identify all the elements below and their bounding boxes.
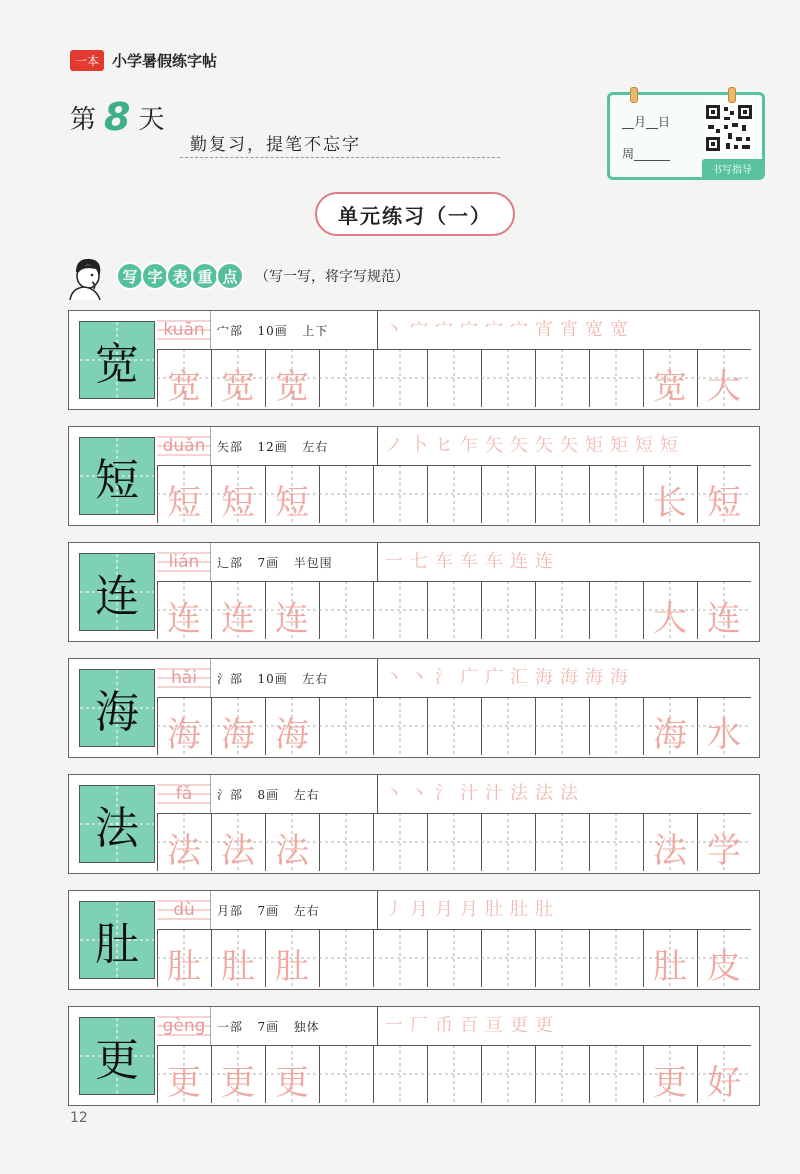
char-info <box>157 543 759 581</box>
pinyin: hǎi <box>171 668 197 688</box>
word-char[interactable]: 水 <box>707 715 741 755</box>
word-char[interactable]: 大 <box>653 599 687 639</box>
pinyin: lián <box>168 552 200 572</box>
stroke-count: 8画 <box>257 788 280 802</box>
date-week[interactable]: 周______ <box>622 147 671 161</box>
pinyin: kuān <box>163 320 205 340</box>
word-char[interactable]: 皮 <box>707 947 741 987</box>
practice-grid[interactable] <box>157 1045 759 1103</box>
word-char[interactable]: 宽 <box>653 367 687 407</box>
char-meta <box>217 786 320 803</box>
page-number: 12 <box>70 1110 88 1126</box>
stroke-order: 丶宀宀宀宀宀宵宵宽宽 <box>385 319 635 340</box>
trace-char[interactable]: 法 <box>167 831 201 871</box>
motto-underline <box>180 157 500 158</box>
practice-rows <box>68 310 760 1122</box>
brand-header <box>70 50 217 71</box>
structure: 左右 <box>293 904 320 918</box>
practice-row <box>68 310 760 410</box>
section-note: （写一写，将字写规范） <box>255 269 409 285</box>
pinyin: fǎ <box>175 784 193 804</box>
trace-char[interactable]: 短 <box>275 483 309 523</box>
radical: 月部 <box>217 904 244 918</box>
day-heading <box>70 95 165 139</box>
structure: 左右 <box>302 672 329 686</box>
char-meta <box>217 322 328 339</box>
day-suffix: 天 <box>138 105 165 135</box>
info-divider <box>377 427 378 465</box>
day-number: 8 <box>104 95 131 139</box>
date-month-day[interactable]: __月__日 <box>622 115 671 129</box>
info-divider <box>377 543 378 581</box>
char-info <box>157 775 759 813</box>
date-card <box>607 92 765 180</box>
model-char: 海 <box>95 687 139 738</box>
model-char: 更 <box>95 1035 139 1086</box>
structure: 左右 <box>293 788 320 802</box>
practice-grid[interactable] <box>157 465 759 523</box>
trace-char[interactable]: 法 <box>221 831 255 871</box>
info-divider <box>377 659 378 697</box>
practice-row <box>68 426 760 526</box>
char-info <box>157 1007 759 1045</box>
section-title-char: 写 <box>116 262 144 290</box>
word-char[interactable]: 长 <box>653 483 687 523</box>
binder-ring-icon <box>630 87 638 103</box>
radical: 宀部 <box>217 324 244 338</box>
model-char-box <box>79 553 155 631</box>
stroke-count: 10画 <box>257 324 288 338</box>
radical: 氵部 <box>217 672 244 686</box>
word-char[interactable]: 大 <box>707 367 741 407</box>
char-info <box>157 891 759 929</box>
pinyin: duǎn <box>162 436 206 456</box>
pinyin: gèng <box>162 1016 206 1036</box>
radical: 一部 <box>217 1020 244 1034</box>
char-info <box>157 659 759 697</box>
pinyin: dù <box>173 900 195 920</box>
trace-char[interactable]: 宽 <box>221 367 255 407</box>
practice-grid[interactable] <box>157 697 759 755</box>
info-divider <box>377 311 378 349</box>
stroke-order: 一厂币百亘更更 <box>385 1015 560 1036</box>
trace-char[interactable]: 连 <box>275 599 309 639</box>
stroke-order: 丿月月月肚肚肚 <box>385 899 560 920</box>
word-char[interactable]: 短 <box>707 483 741 523</box>
trace-char[interactable]: 更 <box>167 1063 201 1103</box>
trace-char[interactable]: 海 <box>221 715 255 755</box>
practice-grid[interactable] <box>157 813 759 871</box>
structure: 左右 <box>302 440 329 454</box>
section-title-char: 表 <box>166 262 194 290</box>
practice-row <box>68 774 760 874</box>
stroke-order: 丶丶氵汁汁法法法 <box>385 783 585 804</box>
radical: 矢部 <box>217 440 244 454</box>
word-char[interactable]: 学 <box>707 831 741 871</box>
trace-char[interactable]: 宽 <box>275 367 309 407</box>
info-divider <box>377 891 378 929</box>
section-title-char: 字 <box>141 262 169 290</box>
char-info <box>157 311 759 349</box>
qr-code-icon[interactable] <box>704 103 754 153</box>
trace-char[interactable]: 宽 <box>167 367 201 407</box>
model-char-box <box>79 1017 155 1095</box>
word-char[interactable]: 好 <box>707 1063 741 1103</box>
practice-row <box>68 890 760 990</box>
pinyin-box <box>157 775 211 813</box>
stroke-count: 7画 <box>257 904 280 918</box>
practice-grid[interactable] <box>157 349 759 407</box>
trace-char[interactable]: 更 <box>221 1063 255 1103</box>
pinyin-box <box>157 891 211 929</box>
stroke-order: ノ卜ヒ乍矢矢矢矢矩矩短短 <box>385 435 685 456</box>
trace-char[interactable]: 连 <box>221 599 255 639</box>
trace-char[interactable]: 肚 <box>221 947 255 987</box>
word-char[interactable]: 更 <box>653 1063 687 1103</box>
radical: 氵部 <box>217 788 244 802</box>
stroke-count: 7画 <box>257 1020 280 1034</box>
pinyin-box <box>157 427 211 465</box>
char-meta <box>217 1018 320 1035</box>
trace-char[interactable]: 更 <box>275 1063 309 1103</box>
model-char: 连 <box>95 571 139 622</box>
day-prefix: 第 <box>70 105 97 135</box>
stroke-count: 12画 <box>257 440 288 454</box>
binder-ring-icon <box>728 87 736 103</box>
trace-char[interactable]: 海 <box>167 715 201 755</box>
structure: 上下 <box>302 324 329 338</box>
model-char: 肚 <box>95 919 139 970</box>
trace-char[interactable]: 肚 <box>275 947 309 987</box>
practice-grid[interactable] <box>157 581 759 639</box>
model-char-box <box>79 437 155 515</box>
char-info <box>157 427 759 465</box>
model-char-box <box>79 785 155 863</box>
practice-row <box>68 658 760 758</box>
trace-char[interactable]: 肚 <box>167 947 201 987</box>
model-char-box <box>79 901 155 979</box>
stroke-count: 7画 <box>257 556 280 570</box>
section-title-char: 重 <box>191 262 219 290</box>
model-char-box <box>79 321 155 399</box>
word-char[interactable]: 法 <box>653 831 687 871</box>
structure: 半包围 <box>293 556 333 570</box>
char-meta <box>217 670 328 687</box>
char-meta <box>217 438 328 455</box>
day-motto: 勤复习，提笔不忘字 <box>190 135 361 155</box>
trace-char[interactable]: 法 <box>275 831 309 871</box>
info-divider <box>377 775 378 813</box>
word-char[interactable]: 海 <box>653 715 687 755</box>
radical: 辶部 <box>217 556 244 570</box>
word-char[interactable]: 连 <box>707 599 741 639</box>
brand-badge: 一本 <box>70 50 104 71</box>
trace-char[interactable]: 短 <box>167 483 201 523</box>
boy-thinking-icon <box>62 252 110 300</box>
model-char: 宽 <box>95 339 139 390</box>
info-divider <box>377 1007 378 1045</box>
section-title <box>116 262 241 290</box>
trace-char[interactable]: 连 <box>167 599 201 639</box>
pinyin-box <box>157 543 211 581</box>
unit-title: 单元练习（一） <box>315 192 515 236</box>
model-char: 法 <box>95 803 139 854</box>
char-meta <box>217 902 320 919</box>
pinyin-box <box>157 659 211 697</box>
stroke-order: 一七车车车连连 <box>385 551 560 572</box>
char-meta <box>217 554 333 571</box>
stroke-count: 10画 <box>257 672 288 686</box>
qr-label: 书写指导 <box>702 159 762 177</box>
model-char-box <box>79 669 155 747</box>
practice-grid[interactable] <box>157 929 759 987</box>
model-char: 短 <box>95 455 139 506</box>
word-char[interactable]: 肚 <box>653 947 687 987</box>
practice-row <box>68 542 760 642</box>
pinyin-box <box>157 1007 211 1045</box>
section-title-char: 点 <box>216 262 244 290</box>
trace-char[interactable]: 短 <box>221 483 255 523</box>
trace-char[interactable]: 海 <box>275 715 309 755</box>
structure: 独体 <box>293 1020 320 1034</box>
brand-title: 小学暑假练字帖 <box>112 52 218 70</box>
section-header <box>62 252 409 300</box>
pinyin-box <box>157 311 211 349</box>
practice-row <box>68 1006 760 1106</box>
stroke-order: 丶丶氵广广汇海海海海 <box>385 667 635 688</box>
